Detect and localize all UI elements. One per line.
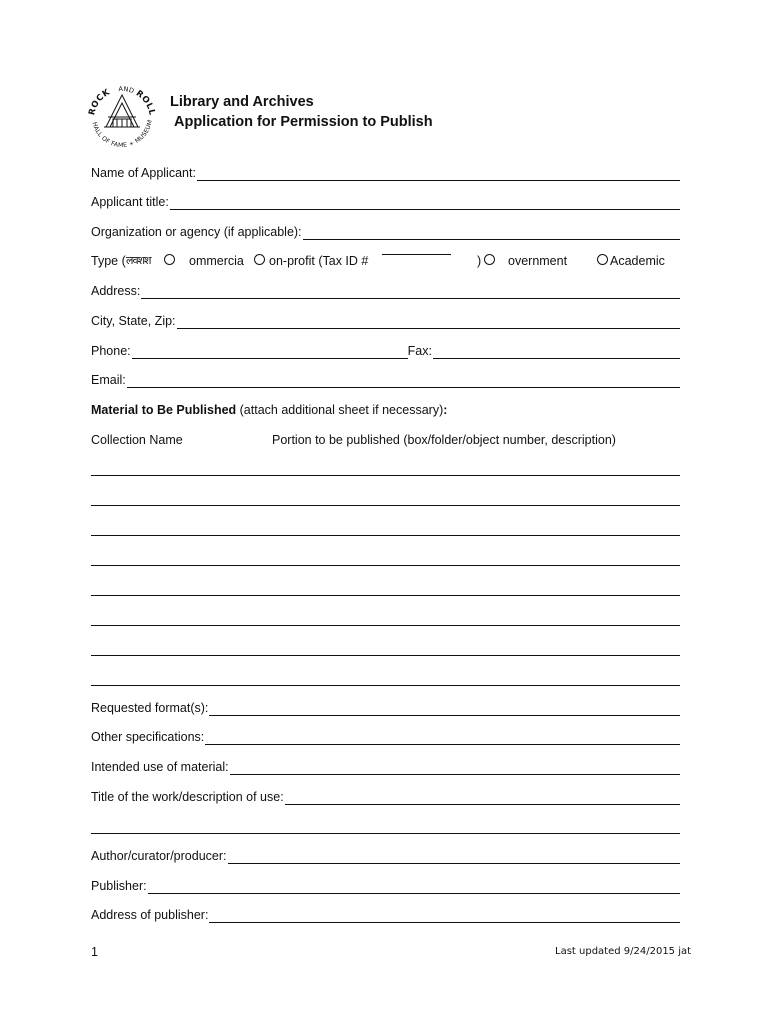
type-label: Type ( xyxy=(91,254,126,268)
author-field[interactable] xyxy=(228,851,681,864)
svg-text:AND: AND xyxy=(118,84,136,96)
city-row xyxy=(91,314,680,329)
collection-name-header: Collection Name xyxy=(91,433,183,447)
email-label: Email: xyxy=(91,373,126,387)
organization-row xyxy=(91,225,680,240)
email-row xyxy=(91,373,680,388)
publisher-row xyxy=(91,879,680,894)
type-row xyxy=(91,254,680,270)
publisher-label: Publisher: xyxy=(91,879,147,893)
phone-label: Phone: xyxy=(91,344,131,358)
academic-label: Academic xyxy=(610,254,665,268)
nonprofit-circle-icon xyxy=(254,254,265,265)
material-line-8[interactable] xyxy=(91,685,680,686)
phone-field[interactable] xyxy=(132,346,408,359)
work-title-field[interactable] xyxy=(285,792,680,805)
author-label: Author/curator/producer: xyxy=(91,849,227,863)
material-heading-note: (attach additional sheet if necessary) xyxy=(236,403,444,417)
nonprofit-label: on-profit (Tax ID # xyxy=(269,254,369,268)
name-row xyxy=(91,166,680,181)
academic-circle-icon xyxy=(597,254,608,265)
publisher-address-row xyxy=(91,908,680,923)
government-circle-icon xyxy=(484,254,495,265)
form-title: Application for Permission to Publish xyxy=(174,114,433,130)
formats-field[interactable] xyxy=(209,703,680,716)
formats-row xyxy=(91,701,680,716)
title-label: Applicant title: xyxy=(91,195,169,209)
garbled-glyphs: लवशश xyxy=(126,255,151,267)
address-row xyxy=(91,284,680,299)
material-line-7[interactable] xyxy=(91,655,680,656)
material-line-4[interactable] xyxy=(91,565,680,566)
publisher-address-label: Address of publisher: xyxy=(91,908,209,922)
intended-use-row xyxy=(91,760,680,775)
svg-text:ROLL: ROLL xyxy=(133,88,157,117)
title-field[interactable] xyxy=(170,197,680,210)
organization-field[interactable] xyxy=(303,227,680,240)
material-heading-colon: : xyxy=(443,403,448,417)
email-field[interactable] xyxy=(127,375,680,388)
material-line-3[interactable] xyxy=(91,535,680,536)
type-close: ) xyxy=(477,254,482,268)
address-label: Address: xyxy=(91,284,141,298)
material-line-2[interactable] xyxy=(91,505,680,506)
svg-text:ROCK: ROCK xyxy=(87,87,113,117)
government-label: overnment xyxy=(508,254,568,268)
organization-label: Organization or agency (if applicable): xyxy=(91,225,302,239)
page-number: 1 xyxy=(91,945,98,959)
work-title-line-2[interactable] xyxy=(91,833,680,834)
material-line-6[interactable] xyxy=(91,625,680,626)
phone-fax-row xyxy=(91,344,680,359)
material-heading xyxy=(91,403,447,417)
intended-use-field[interactable] xyxy=(230,762,680,775)
address-field[interactable] xyxy=(141,286,680,299)
fax-field[interactable] xyxy=(433,346,680,359)
svg-text:HALL OF FAME + MUSEUM: HALL OF FAME + MUSEUM xyxy=(90,119,154,150)
intended-use-label: Intended use of material: xyxy=(91,760,229,774)
material-heading-bold: Material to Be Published xyxy=(91,403,237,417)
material-line-5[interactable] xyxy=(91,595,680,596)
name-label: Name of Applicant: xyxy=(91,166,196,180)
last-updated: Last updated 9/24/2015 jat xyxy=(555,946,692,957)
name-field[interactable] xyxy=(197,168,680,181)
material-line-1[interactable] xyxy=(91,475,680,476)
rock-hall-logo xyxy=(80,73,164,157)
commercial-circle-icon xyxy=(164,254,175,265)
city-field[interactable] xyxy=(177,316,680,329)
library-title: Library and Archives xyxy=(170,94,314,110)
publisher-field[interactable] xyxy=(148,881,680,894)
fax-label: Fax: xyxy=(407,344,432,358)
title-row xyxy=(91,195,680,210)
formats-label: Requested format(s): xyxy=(91,701,209,715)
specs-label: Other specifications: xyxy=(91,730,205,744)
work-title-row xyxy=(91,790,680,805)
city-label: City, State, Zip: xyxy=(91,314,176,328)
publisher-address-field[interactable] xyxy=(209,910,680,923)
author-row xyxy=(91,849,680,864)
work-title-label: Title of the work/description of use: xyxy=(91,790,284,804)
tax-id-field[interactable] xyxy=(382,254,451,255)
specs-field[interactable] xyxy=(205,732,680,745)
specs-row xyxy=(91,730,680,745)
commercial-label: ommercia xyxy=(189,254,244,268)
portion-header: Portion to be published (box/folder/object number, description) xyxy=(272,433,616,447)
